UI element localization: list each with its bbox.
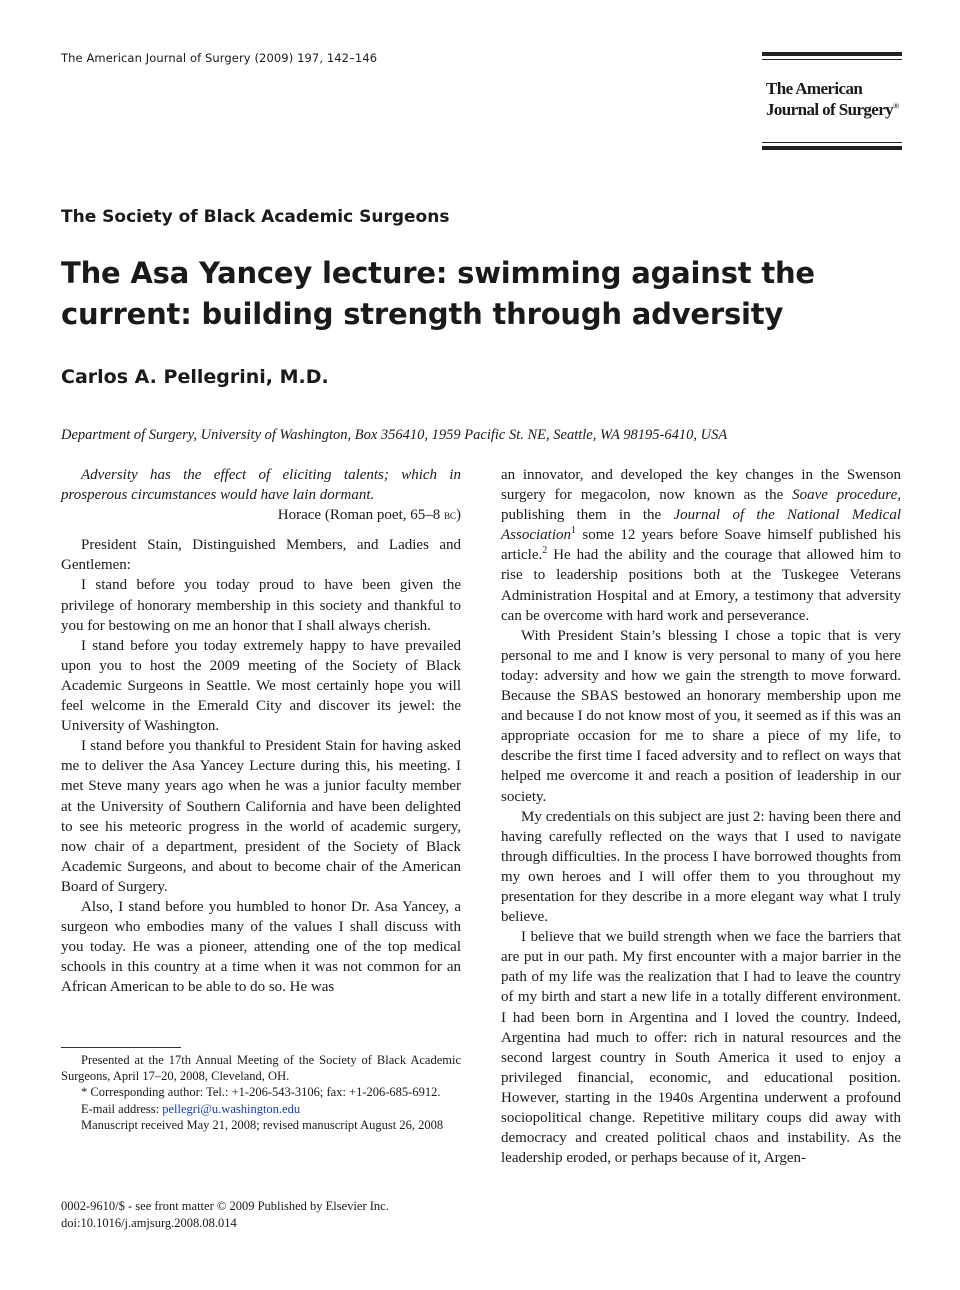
logo-rule-bottom-thin [762, 142, 902, 143]
body-paragraph: President Stain, Distinguished Members, and Ladies and Gentlemen: [61, 537, 461, 574]
body-paragraph: I believe that we build strength when we face the barriers that are put in our path. My first encounter with a major barrier in the path of my life was the realization that I had to leave the country of my birth and start a new life in a totally different environment. I had been born in Argentina and I loved the country. Indeed, Argentina had much to offer: rich in natural resources and the second largest country in South America it used to enjoy a privileged financial, economic, and educational position. However, starting in the 1940s Argentina underwent a profound sociopolitical change. Repetitive military coups did away with democracy and created political chaos and instability. As the leadership eroded, or perhaps because of it, Argen- [501, 929, 901, 1167]
issn-line: 0002-9610/$ - see front matter © 2009 Published by Elsevier Inc. [61, 1199, 389, 1213]
body-paragraph: My credentials on this subject are just 2: having been there and having carefully reflected on the ways that I used to navigate through difficulties. In the process I have borrowed thoughts from my own heroes and I will offer them to you throughout my presentation for they describe in a more elegant way what I truly believe. [501, 808, 901, 926]
text-run: He had the ability and the courage that allowed him to rise to leadership positions both at the Tuskegee Veterans Administration Hospital and at Emory, a testimony that adversity can be overcome with hard work and perseverance. [501, 547, 901, 624]
author-name: Carlos A. Pellegrini, M.D. [61, 366, 329, 388]
reference-link-2[interactable]: 2 [542, 545, 548, 557]
logo-rule-top [762, 52, 902, 56]
right-column [501, 465, 901, 1168]
body-paragraph: With President Stain’s blessing I chose a topic that is very personal to me and I know is very personal to many of you here today: adversity and how we gain the strength to move forward. Because the SBAS bestowed an honorary membership upon me and because I do not know most of you, it seemed as if this was an appropriate occasion for me to share a piece of my life, to describe the first time I faced adversity and to reflect on ways that helped me overcome it and reach a position of leadership in our society. [501, 627, 901, 805]
journal-name: Journal of the National Medical Association [501, 507, 902, 544]
doi-line: doi:10.1016/j.amjsurg.2008.08.014 [61, 1216, 237, 1230]
footnote-presented: Presented at the 17th Annual Meeting of the Society of Black Academic Surgeons, April 17–20, 2008, Cleveland, OH. [61, 1053, 461, 1084]
epigraph-era: bc [443, 507, 456, 523]
text-run: , publishing them in the [501, 487, 901, 524]
footnote-divider [61, 1047, 181, 1048]
footnote-manuscript: Manuscript received May 21, 2008; revised manuscript August 26, 2008 [81, 1117, 444, 1132]
journal-logo-name: Journal of Surgery [766, 100, 894, 119]
epigraph-attribution-end: ) [456, 507, 461, 524]
left-column [61, 465, 461, 997]
body-paragraph: I stand before you today extremely happy to have prevailed upon you to host the 2009 meeting of the Society of Black Academic Surgeons in Seattle. We most certainly hope you will feel welcome in the Emerald City and discover its jewel: the University of Washington. [61, 637, 461, 735]
logo-rule-top-thin [762, 59, 902, 60]
section-heading: The Society of Black Academic Surgeons [61, 207, 450, 227]
journal-logo-line2 [766, 100, 898, 120]
reference-link-1[interactable]: 1 [571, 525, 576, 537]
procedure-name: Soave procedure [792, 487, 898, 504]
text-run: some 12 years before Soave himself published his article. [501, 527, 901, 564]
running-head: The American Journal of Surgery (2009) 197, 142–146 [61, 51, 378, 65]
article-title: The Asa Yancey lecture: swimming against the current: building strength through adversity [61, 256, 815, 331]
footnote-email [61, 1101, 461, 1117]
email-label: E-mail address: [81, 1101, 163, 1116]
body-paragraph-continued [501, 465, 901, 626]
journal-logo [762, 52, 902, 152]
body-paragraph: I stand before you today proud to have been given the privilege of honorary membership in this society and thankful to you for bestowing on me an honor that I shall always cherish. [61, 577, 461, 634]
epigraph-attribution-text: Horace (Roman poet, 65–8 [277, 507, 444, 524]
email-link[interactable]: pellegri@u.washington.edu [162, 1101, 301, 1116]
author-affiliation: Department of Surgery, University of Washington, Box 356410, 1959 Pacific St. NE, Seattle, WA 98195-6410, USA [61, 427, 728, 443]
logo-rule-bottom [762, 146, 902, 150]
bottom-info [61, 1198, 389, 1232]
epigraph-attribution [61, 505, 461, 525]
epigraph: Adversity has the effect of eliciting talents; which in prosperous circumstances would have lain dormant. [61, 467, 461, 504]
body-paragraph: I stand before you thankful to President Stain for having asked me to deliver the Asa Yancey Lecture during this, his meeting. I met Steve many years ago when he was a junior faculty member at the University of Southern California and have been delighted to see his meteoric progress in the world of academic surgery, now chair of a department, president of the Society of Black Academic Surgeons, and about to become chair of the American Board of Surgery. [61, 738, 461, 895]
footnote-corresponding: * Corresponding author: Tel.: +1-206-543-3106; fax: +1-206-685-6912. [81, 1085, 441, 1100]
body-paragraph: Also, I stand before you humbled to honor Dr. Asa Yancey, a surgeon who embodies many of the values I shall discuss with you today. He was a pioneer, attending one of the top medical schools in this country at a time when it was not common for an African American to be able to do so. He was [61, 898, 461, 996]
journal-logo-line1: The American [766, 79, 863, 98]
footnotes [61, 1052, 461, 1133]
text-run: an innovator, and developed the key changes in the Swenson surgery for megacolon, now known as the [501, 467, 901, 504]
registered-mark: ® [893, 101, 899, 111]
